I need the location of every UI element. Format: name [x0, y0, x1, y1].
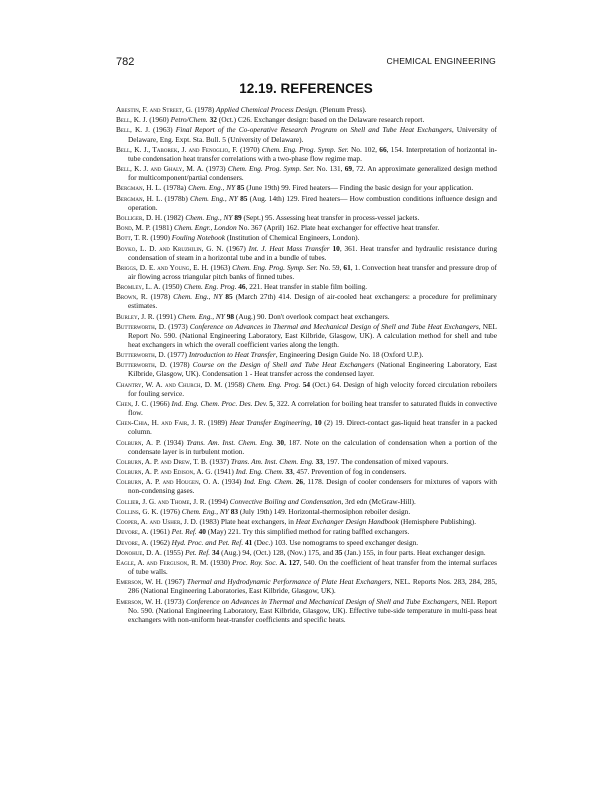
reference-text: , 197. The condensation of mixed vapours.: [322, 456, 449, 466]
reference-volume: 85: [240, 193, 248, 203]
reference-authors: Donohue, D. A.: [116, 547, 162, 557]
reference-text: (1973): [162, 596, 187, 606]
reference-entry: [116, 282, 497, 291]
reference-text: (May) 221. Try this simplified method for rating baffled exchangers.: [205, 527, 410, 537]
reference-volume: 98: [226, 311, 235, 321]
reference-text: ,: [310, 418, 315, 428]
reference-authors: Bolliger, D. H.: [116, 212, 163, 222]
reference-text: (March 27th) 414. Design of air-cooled heat exchangers: a procedure for preliminary estimates.: [128, 292, 497, 311]
reference-text: (Aug.) 94, (Oct.) 128, (Nov.) 175, and: [219, 547, 336, 557]
reference-source: Applied Chemical Process Design.: [216, 105, 319, 114]
reference-volume: 33: [315, 456, 323, 466]
reference-entry: [116, 213, 497, 222]
reference-authors: Butterworth, D.: [116, 321, 166, 331]
reference-volume: 46: [238, 282, 246, 292]
reference-entry: [116, 467, 497, 476]
reference-entry: [116, 322, 497, 349]
reference-source: Chem. Eng., NY: [173, 292, 223, 302]
reference-volume: 66: [379, 144, 387, 154]
reference-text: (1976): [158, 506, 182, 516]
reference-source: Trans. Am. Inst. Chem. Eng.: [230, 456, 314, 466]
reference-entry: [116, 244, 497, 262]
reference-source: Chem. Eng., NY: [181, 506, 229, 516]
reference-authors: Bott, T. R.: [116, 233, 149, 243]
reference-source: Pet. Ref.: [185, 547, 211, 557]
reference-authors: Bell, K. J.: [116, 125, 150, 135]
reference-volume: 41: [245, 537, 253, 547]
reference-source: Final Report of the Co-operative Research Program on Shell and Tube Heat Exchangers: [175, 125, 452, 135]
reference-authors: Briggs, D. E. and Young, E. H.: [116, 262, 209, 272]
reference-volume: 89: [234, 212, 242, 222]
reference-authors: Chen, J. C.: [116, 398, 149, 408]
reference-text: (Hemisphere Publishing).: [398, 517, 477, 527]
reference-authors: Collier, J. G. and Thome, J. R.: [116, 496, 207, 506]
reference-volume: 10: [332, 243, 340, 253]
reference-text: (Jan.) 155, in four parts. Heat exchanger design.: [342, 547, 486, 557]
reference-text: (1978): [192, 105, 217, 114]
reference-list: [116, 105, 497, 625]
reference-text: (1934): [161, 437, 187, 447]
reference-volume: 30: [276, 437, 285, 447]
reference-source: Fouling Notebook: [171, 233, 226, 243]
reference-text: (2) 19. Direct-contact gas-liquid heat transfer in a packed column.: [128, 418, 498, 437]
reference-entry: [116, 457, 497, 466]
reference-volume: 32: [209, 115, 217, 125]
reference-source: Int. J. Heat Mass Transfer: [248, 243, 330, 253]
reference-text: (1966): [148, 398, 172, 408]
reference-volume: 83: [230, 506, 239, 516]
reference-source: Chem. Eng. Prog.: [183, 282, 237, 292]
reference-source: Chem. Eng., NY: [189, 193, 238, 203]
reference-text: , NEL Report No. 590. (National Engineering Laboratory, East Kilbride, Glasgow, UK). Effective tube-side temperature in multi-pass heat exchangers with non-uniform heat-transfer coefficients and specific heats.: [128, 596, 497, 624]
reference-text: (Oct.) C26. Exchanger design: based on the Delaware research report.: [216, 115, 425, 125]
reference-text: (1991): [154, 311, 178, 321]
page-header: [116, 56, 496, 70]
running-head: CHEMICAL ENGINEERING: [386, 56, 496, 66]
reference-authors: Bromley, L. A.: [116, 282, 161, 292]
reference-text: , NEL Report No. 590. (National Engineering Laboratory, East Kilbride, Glasgow, UK). A calculation method for shell and tube heat exchangers in which the overall coefficient varies along the length.: [128, 321, 497, 349]
reference-text: (1962): [148, 537, 172, 547]
reference-authors: Boyko, L. D. and Kruzhilin, G. N.: [116, 243, 224, 253]
reference-volume: 61: [343, 262, 351, 272]
reference-entry: [116, 145, 497, 163]
reference-authors: Cooper, A. and Usher, J. D.: [116, 517, 198, 527]
reference-authors: Emerson, W. H.: [116, 577, 163, 587]
reference-text: (Sept.) 95. Assessing heat transfer in process-vessel jackets.: [241, 212, 420, 222]
reference-entry: [116, 233, 497, 242]
reference-volume: 85: [237, 183, 245, 193]
reference-text: , 361. Heat transfer and hydraulic resistance during condensation of steam in a horizontal tube and in a bundle of tubes.: [128, 243, 498, 262]
reference-text: (1978): [166, 360, 193, 370]
reference-text: , 72. An approximate generalized design method for multicomponent/partial condensers.: [128, 164, 497, 183]
reference-text: (1983) Plate heat exchangers, in: [197, 517, 296, 527]
reference-text: , University of Delaware, Eng. Expt. Sta. Bull. 5 (University of Delaware).: [128, 125, 497, 144]
reference-text: (1958): [222, 379, 247, 389]
reference-authors: Colburn, A. P. and Drew, T. B.: [116, 456, 208, 466]
reference-entry: [116, 183, 497, 192]
reference-text: (1970): [237, 144, 262, 154]
reference-text: (Aug.) 90. Don't overlook compact heat exchangers.: [234, 311, 390, 321]
reference-source: Hyd. Proc. and Pet. Ref.: [171, 537, 244, 547]
reference-volume: 26: [295, 477, 304, 487]
reference-authors: Eagle, A. and Ferguson, R. M.: [116, 557, 209, 567]
reference-source: Ind. Eng. Chem.: [243, 477, 294, 487]
reference-text: (National Engineering Laboratory, East Kilbride, Glasgow, UK). Condensation 1 - Heat transfer across the condensed layer.: [128, 360, 497, 379]
reference-text: (1934): [219, 477, 244, 487]
reference-text: (1941): [212, 467, 236, 477]
section-title: 12.19. REFERENCES: [239, 81, 373, 96]
reference-source: Course on the Design of Shell and Tube Heat Exchangers: [192, 360, 375, 370]
reference-text: (1963): [149, 125, 176, 135]
reference-text: , 457. Prevention of fog in condensers.: [292, 467, 407, 477]
reference-text: (1973): [203, 164, 228, 174]
reference-source: Convective Boiling and Condensation: [229, 496, 342, 506]
reference-text: (1978a): [161, 183, 189, 193]
reference-text: (1967): [223, 243, 249, 253]
reference-authors: Abestin, F. and Street, G.: [116, 105, 193, 114]
reference-entry: [116, 105, 497, 114]
reference-text: No. 102,: [348, 144, 380, 154]
reference-text: (June 19th) 99. Fired heaters— Finding the basic design for your application.: [244, 183, 474, 193]
reference-text: , 1178. Design of cooler condensers for mixtures of vapors with non-condensing gases.: [128, 477, 497, 496]
reference-volume: 54: [302, 379, 311, 389]
reference-text: , 154. Interpretation of horizontal in-tube condensation heat transfer correlations with a two-phase flow regime map.: [128, 144, 497, 163]
reference-text: (1990): [148, 233, 172, 243]
reference-text: (1994): [206, 496, 230, 506]
reference-entry: [116, 497, 497, 506]
reference-source: Ind. Eng. Chem. Proc. Des. Dev.: [171, 398, 268, 408]
reference-source: Chem. Eng., NY: [185, 212, 233, 222]
reference-volume: 10: [314, 418, 322, 428]
reference-source: Proc. Roy. Soc.: [232, 557, 278, 567]
reference-entry: [116, 538, 497, 547]
reference-entry: [116, 115, 497, 124]
reference-text: , 221. Heat transfer in stable film boiling.: [245, 282, 368, 292]
reference-source: Heat Transfer Engineering: [229, 418, 311, 428]
reference-entry: [116, 517, 497, 526]
reference-authors: Bond, M. P.: [116, 223, 151, 233]
reference-entry: [116, 312, 497, 321]
reference-volume: A. 127: [279, 557, 300, 567]
reference-text: (1955): [161, 547, 186, 557]
reference-volume: 69: [344, 164, 353, 174]
reference-authors: Burley, J. R.: [116, 311, 155, 321]
reference-text: (1973): [165, 321, 190, 331]
reference-source: Thermal and Hydrodynamic Performance of Plate Heat Exchangers: [186, 577, 391, 587]
reference-volume: 5: [269, 398, 273, 408]
reference-text: (1982): [162, 212, 186, 222]
reference-text: (1981): [150, 223, 174, 233]
reference-authors: Chantry, W. A. and Church, D. M.: [116, 379, 223, 389]
reference-entry: [116, 507, 497, 516]
reference-authors: Bell, K. J., Taborek, J. and Fenoglio, F.: [116, 144, 238, 154]
reference-source: Chem. Eng. Prog. Symp. Ser.: [227, 164, 315, 174]
reference-source: Petro/Chem.: [170, 115, 208, 125]
reference-entry: [116, 597, 497, 624]
reference-source: Chem. Eng., NY: [177, 311, 225, 321]
reference-entry: [116, 263, 497, 281]
reference-text: , 540. On the coefficient of heat transfer from the internal surfaces of tube walls.: [128, 557, 497, 577]
reference-text: , 322. A correlation for boiling heat transfer to saturated fluids in convective flow.: [128, 398, 497, 418]
reference-source: Ind. Eng. Chem.: [235, 467, 284, 477]
reference-entry: [116, 380, 497, 398]
reference-entry: [116, 399, 497, 417]
reference-text: (1978): [147, 292, 174, 302]
reference-authors: Bergman, H. L.: [116, 183, 162, 193]
reference-entry: [116, 558, 497, 576]
reference-text: , NEL. Reports Nos. 283, 284, 285, 286 (National Engineering Laboratories, East Kilbride, Glasgow, UK).: [128, 577, 497, 596]
reference-text: (1963): [208, 262, 233, 272]
reference-entry: [116, 223, 497, 232]
reference-text: (1950): [160, 282, 184, 292]
reference-source: Chem. Eng. Prog. Symp. Ser.: [232, 262, 318, 272]
reference-authors: Emerson, W. H.: [116, 596, 163, 606]
reference-text: , 1. Convection heat transfer and pressure drop of air flowing across triangular pitch banks of finned tubes.: [128, 262, 497, 281]
reference-entry: [116, 477, 497, 495]
reference-source: Introduction to Heat Transfer: [188, 350, 276, 360]
reference-entry: [116, 527, 497, 536]
reference-text: (1937): [207, 456, 231, 466]
reference-text: (1977): [165, 350, 189, 360]
reference-text: (Aug. 14th) 129. Fired heaters— How combustion conditions influence design and operation.: [128, 193, 497, 212]
reference-entry: [116, 164, 497, 182]
reference-text: (Oct.) 64. Design of high velocity forced circulation reboilers for fouling service.: [128, 379, 497, 398]
reference-authors: Bergman, H. L.: [116, 193, 163, 203]
reference-entry: [116, 350, 497, 359]
reference-source: Trans. Am. Inst. Chem. Eng.: [186, 437, 274, 447]
reference-source: Heat Exchanger Design Handbook: [295, 517, 399, 527]
reference-text: No. 367 (April) 162. Plate heat exchanger for effective heat transfer.: [236, 223, 440, 233]
reference-text: No. 131,: [314, 164, 345, 174]
reference-authors: Butterworth, D.: [116, 360, 167, 370]
reference-volume: 35: [335, 547, 343, 557]
reference-source: Conference on Advances in Thermal and Mechanical Design of Shell and Tube Heat Exchangers: [189, 321, 479, 331]
reference-volume: 33: [285, 467, 293, 477]
reference-authors: Butterworth, D.: [116, 350, 166, 360]
reference-text: (1967): [162, 577, 187, 587]
reference-text: No. 59,: [317, 262, 344, 272]
reference-text: (Institution of Chemical Engineers, London).: [225, 233, 360, 243]
reference-text: (1930): [208, 557, 233, 567]
reference-authors: Brown, R.: [116, 292, 148, 302]
reference-entry: [116, 438, 497, 456]
reference-text: (1978b): [162, 193, 190, 203]
reference-volume: 85: [225, 292, 233, 302]
reference-source: Pet. Ref.: [171, 527, 197, 537]
reference-source: Chem. Eng., NY: [188, 183, 236, 193]
reference-text: , Engineering Design Guide No. 18 (Oxford U.P.).: [275, 350, 424, 360]
reference-volume: 40: [198, 527, 206, 537]
reference-entry: [116, 577, 497, 595]
reference-entry: [116, 418, 497, 436]
reference-authors: Bell, K. J.: [116, 115, 148, 125]
reference-text: (1989): [205, 418, 230, 428]
page-number: 782: [116, 56, 135, 68]
reference-entry: [116, 360, 497, 378]
reference-source: Chem. Eng. Prog.: [246, 379, 301, 389]
reference-authors: Colburn, A. P. and Edison, A. G.: [116, 467, 213, 477]
reference-entry: [116, 125, 497, 143]
reference-text: (Plenum Press).: [318, 105, 367, 114]
reference-source: Chem. Eng. Prog. Symp. Ser.: [261, 144, 349, 154]
reference-authors: Colburn, A. P.: [116, 437, 161, 447]
reference-text: , 187. Note on the calculation of condensation when a portion of the condensate layer is in turbulent motion.: [128, 437, 497, 456]
reference-authors: Chen-Chia, H. and Fair, J. R.: [116, 418, 206, 428]
reference-source: Chem. Engr., London: [173, 223, 237, 233]
reference-text: (1961): [148, 527, 172, 537]
reference-authors: Bell, K. J. and Ghaly, M. A.: [116, 164, 204, 174]
reference-authors: Devore, A.: [116, 537, 149, 547]
reference-source: Conference on Advances in Thermal and Mechanical Design of Shell and Tube Exchangers: [186, 596, 458, 606]
reference-authors: Devore, A.: [116, 527, 149, 537]
reference-entry: [116, 292, 497, 310]
reference-entry: [116, 194, 497, 212]
reference-text: , 3rd edn (McGraw-Hill).: [341, 496, 416, 506]
reference-text: (1960): [147, 115, 171, 125]
reference-text: (Dec.) 103. Use nomograms to speed exchanger design.: [252, 537, 419, 547]
reference-authors: Colburn, A. P. and Hougen, O. A.: [116, 477, 220, 487]
reference-volume: 34: [212, 547, 220, 557]
reference-authors: Collins, G. K.: [116, 506, 159, 516]
reference-entry: [116, 548, 497, 557]
reference-text: (July 19th) 149. Horizontal-thermosiphon reboiler design.: [238, 506, 411, 516]
